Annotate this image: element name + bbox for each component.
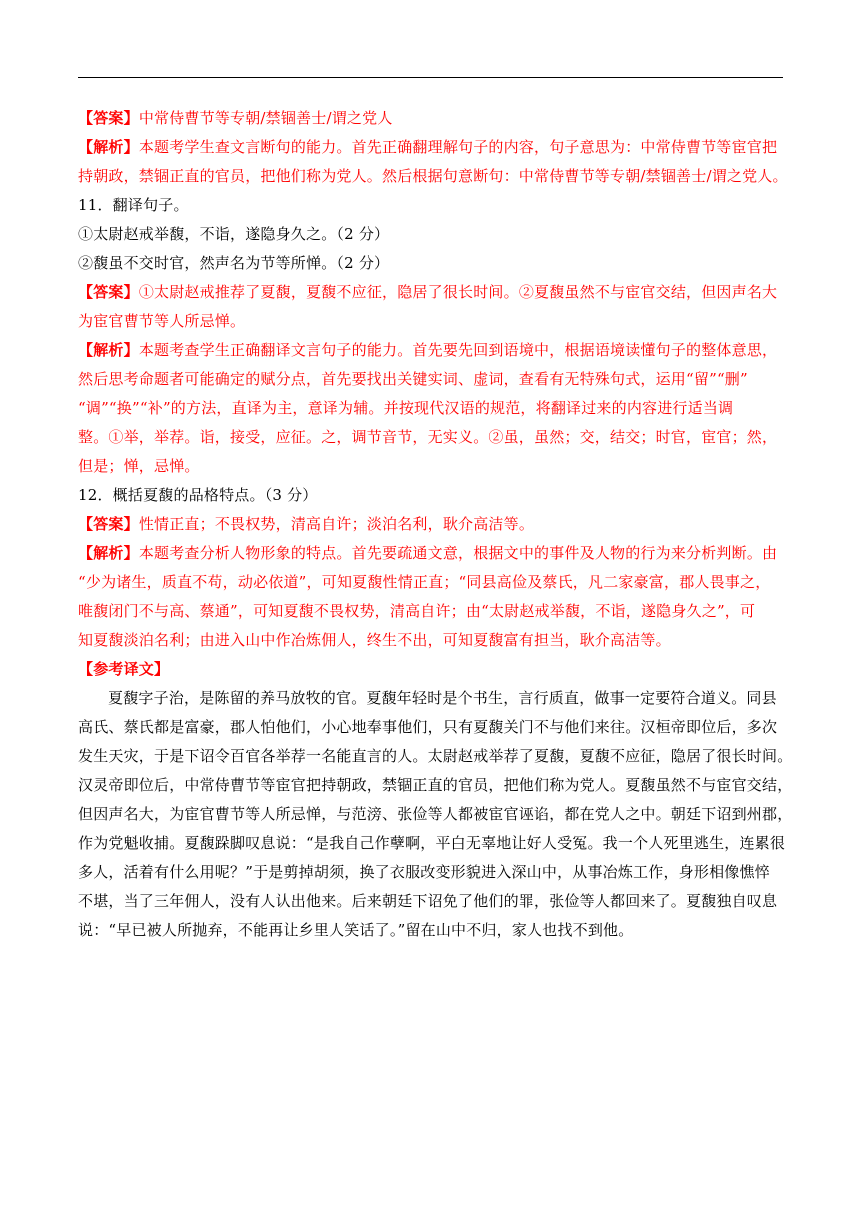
analysis-q11-line-2: 然后思考命题者可能确定的赋分点，首先要找出关键实词、虚词，查看有无特殊句式，运用“留”“删” [78,370,748,388]
translation-line-4: 汉灵帝即位后，中常侍曹节等宦官把持朝政，禁锢正直的官员，把他们称为党人。夏馥虽然不与宦官交结， [78,776,793,794]
analysis-q12-line-2: “少为诸生，质直不苟，动必依道”，可知夏馥性情正直；“同县高俭及蔡氏，凡二家豪富，郡人畏事之， [78,573,771,591]
translation-line-9: 说：“早已被人所抛弃，不能再让乡里人笑话了。”留在山中不归，家人也找不到他。 [78,921,634,939]
question-11-item-2: ②馥虽不交时官，然声名为节等所惮。（2 分） [78,254,390,272]
header-rule [78,77,783,78]
analysis-q11-line-1: 【解析】本题考查学生正确翻译文言句子的能力。首先要先回到语境中，根据语境读懂句子的整体意思， [78,341,778,359]
answer-text: 中常侍曹节等专朝/禁锢善士/谓之党人 [138,109,393,127]
question-11-item-1: ①太尉赵戒举馥，不诣，遂隐身久之。（2 分） [78,225,390,243]
answer-q11-line-1: 【答案】①太尉赵戒推荐了夏馥，夏馥不应征，隐居了很长时间。②夏馥虽然不与宦官交结，但因声名大 [78,283,778,301]
answer-tag: 【答案】 [78,109,139,127]
answer-text: 性情正直；不畏权势，清高自许；淡泊名利，耿介高洁等。 [138,515,535,533]
translation-line-8: 不堪，当了三年佣人，没有人认出他来。后来朝廷下诏免了他们的罪，张俭等人都回来了。夏馥独自叹息 [78,892,778,910]
translation-line-6: 作为党魁收捕。夏馥跺脚叹息说：“是我自己作孽啊，平白无辜地让好人受冤。我一个人死里逃生，连累很 [78,834,786,852]
analysis-q12-line-1: 【解析】本题考查分析人物形象的特点。首先要疏通文意，根据文中的事件及人物的行为来分析判断。由 [78,544,778,562]
translation-line-1: 夏馥字子治，是陈留的养马放牧的官。夏馥年轻时是个书生，言行质直，做事一定要符合道义。同县 [108,689,777,707]
analysis-q11-line-5: 但是；惮，忌惮。 [78,457,200,475]
analysis-q12-line-4: 知夏馥淡泊名利；由进入山中作冶炼佣人，终生不出，可知夏馥富有担当，耿介高洁等。 [78,631,671,649]
answer-tag: 【答案】 [78,515,139,533]
question-11-title: 11．翻译句子。 [78,196,189,214]
answer-q11-line-2: 为宦官曹节等人所忌惮。 [78,312,246,330]
translation-line-3: 发生天灾，于是下诏令百官各举荐一名能直言的人。太尉赵戒举荐了夏馥，夏馥不应征，隐居了很长时间。 [78,747,793,765]
analysis-q10-line-2: 持朝政，禁锢正直的官员，把他们称为党人。然后根据句意断句：中常侍曹节等专朝/禁锢善士/谓之党人。 [78,167,788,185]
analysis-q11-line-3: “调”“换”“补”的方法，直译为主，意译为辅。并按现代汉语的规范，将翻译过来的内容进行适当调 [78,399,734,417]
question-12-title: 12．概括夏馥的品格特点。（3 分） [78,486,318,504]
analysis-tag: 【解析】 [78,544,139,562]
answer-q10 [78,104,783,133]
analysis-tag: 【解析】 [78,138,139,156]
translation-heading: 【参考译文】 [78,660,170,678]
analysis-q11-line-4: 整。①举，举荐。诣，接受，应征。之，调节音节，无实义。②虽，虽然；交，结交；时官，宦官；然， [78,428,778,446]
analysis-tag: 【解析】 [78,341,139,359]
analysis-q10-line-1: 【解析】本题考学生查文言断句的能力。首先正确翻理解句子的内容，句子意思为：中常侍曹节等宦官把 [78,138,778,156]
translation-line-7: 多人，活着有什么用呢？”于是剪掉胡须，换了衣服改变形貌进入深山中，从事冶炼工作，身形相像憔悴 [78,863,770,881]
document-body [78,104,793,945]
answer-q12 [78,510,783,539]
answer-tag: 【答案】 [78,283,139,301]
translation-line-2: 高氏、蔡氏都是富豪，郡人怕他们，小心地奉事他们，只有夏馥关门不与他们来往。汉桓帝即位后，多次 [78,718,778,736]
analysis-q12-line-3: 唯馥闭门不与高、蔡通”，可知夏馥不畏权势，清高自许；由“太尉赵戒举馥，不诣，遂隐身久之”，可 [78,602,756,620]
translation-line-5: 但因声名大，为宦官曹节等人所忌惮，与范滂、张俭等人都被宦官诬谄，都在党人之中。朝廷下诏到州郡， [78,805,793,823]
